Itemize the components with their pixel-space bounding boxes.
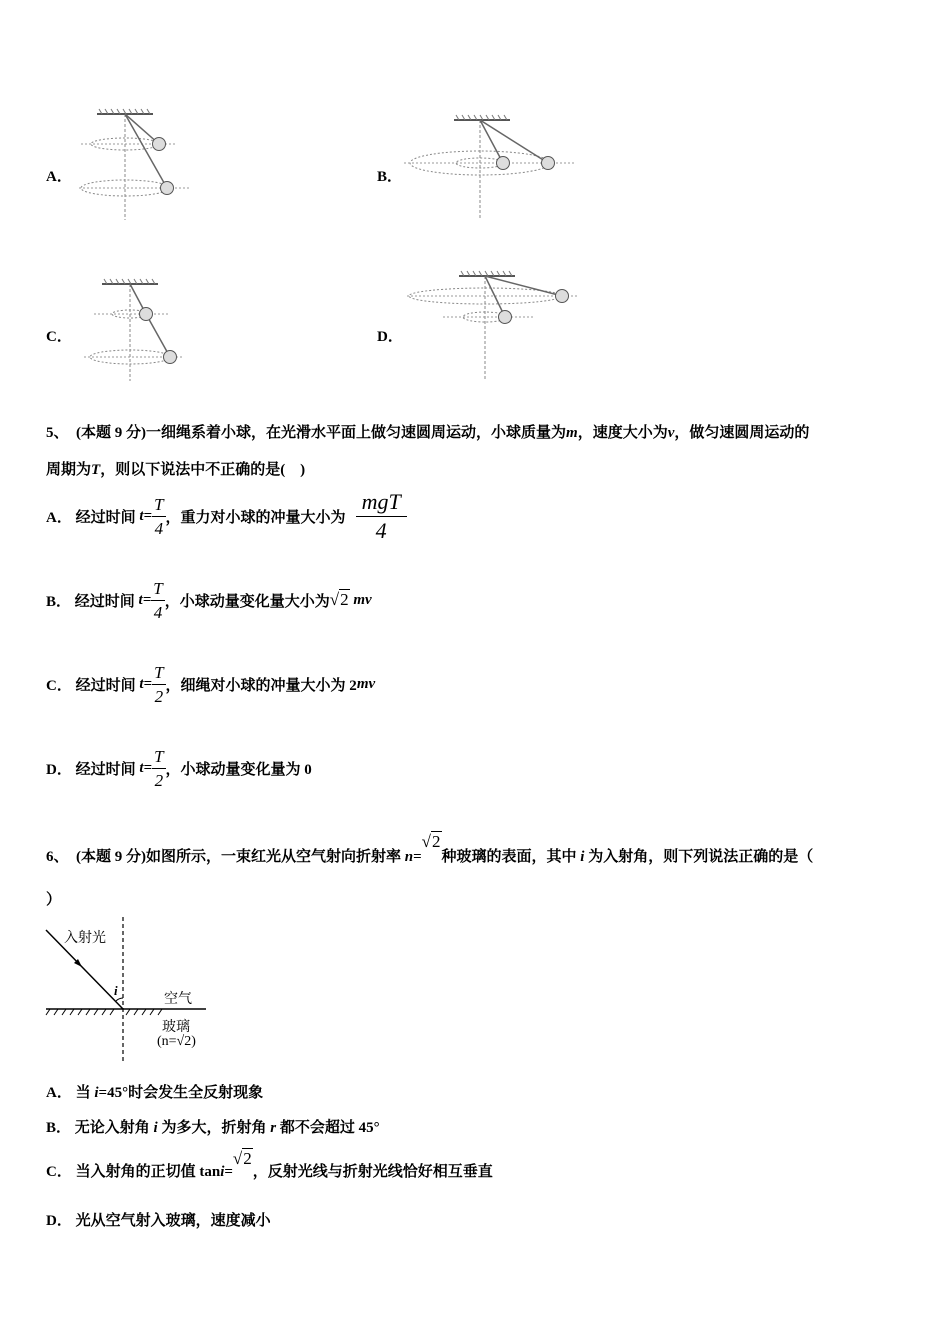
q6-option-a: A． 当 i=45°时会发生全反射现象 [46, 1085, 264, 1101]
option-a-label: A． [46, 169, 72, 185]
q6-stem-line1: 6、 (本题 9 分)如图所示，一束红光从空气射向折射率 n = √2 种玻璃的表面，其中 i 为入射角，则下列说法正确的是（ [46, 832, 814, 865]
q5-option-a: A． 经过时间 t= $\frac{T}{4}$ ，重力对小球的冲量大小为 $\frac{\text{mgT}}{4}$ [46, 490, 407, 542]
sqrt: √2 [421, 832, 441, 851]
pendulum-figure-d [403, 270, 588, 382]
option-d-label: D． [377, 329, 403, 345]
air-label: 空气 [164, 991, 192, 1007]
option-c-label: C． [46, 329, 72, 345]
refractive-index-label: (n=√2) [157, 1034, 196, 1049]
q5-option-c: C． 经过时间 t= $\frac{T}{2}$ ，细绳对小球的冲量大小为 2 mv [46, 662, 376, 706]
glass-label: 玻璃 [162, 1019, 190, 1035]
pendulum-figure-b [400, 114, 585, 224]
q5-stem-line2: 周期为T，则以下说法中不正确的是( ) [46, 462, 306, 478]
option-b-label: B． [377, 169, 403, 185]
sqrt: √2 [329, 590, 349, 609]
fraction: $\frac{T}{4}$ [154, 494, 164, 538]
q6-option-c: C． 当入射角的正切值 tan i = √2 ，反射光线与折射光线恰好相互垂直 [46, 1149, 493, 1180]
q5-option-b: B． 经过时间 t= $\frac{T}{4}$ ，小球动量变化量大小为 √2 mv [46, 578, 372, 622]
q6-option-d: D． 光从空气射入玻璃，速度减小 [46, 1213, 271, 1229]
fraction: $\frac{T}{2}$ [154, 746, 164, 790]
refraction-figure [44, 915, 214, 1065]
pendulum-figure-c [80, 278, 200, 383]
angle-label: i [114, 983, 118, 998]
q6-option-b: B． 无论入射角 i 为多大，折射角 r 都不会超过 45° [46, 1120, 380, 1136]
incident-ray-label: 入射光 [64, 930, 106, 946]
pendulum-figure-a [75, 108, 215, 223]
fraction: $\frac{T}{4}$ [153, 578, 163, 622]
fraction: $\frac{T}{2}$ [154, 662, 164, 706]
sqrt: √2 [232, 1149, 252, 1168]
q5-stem-line1: 5、 (本题 9 分)一细绳系着小球，在光滑水平面上做匀速圆周运动，小球质量为m，速度大小为v，做匀速圆周运动的 [46, 425, 810, 441]
q5-option-d: D． 经过时间 t= $\frac{T}{2}$ ，小球动量变化量为 0 [46, 746, 312, 790]
result-fraction: $\frac{\text{mgT}}{4}$ [356, 491, 407, 542]
q6-stem-line2: ） [46, 892, 62, 908]
